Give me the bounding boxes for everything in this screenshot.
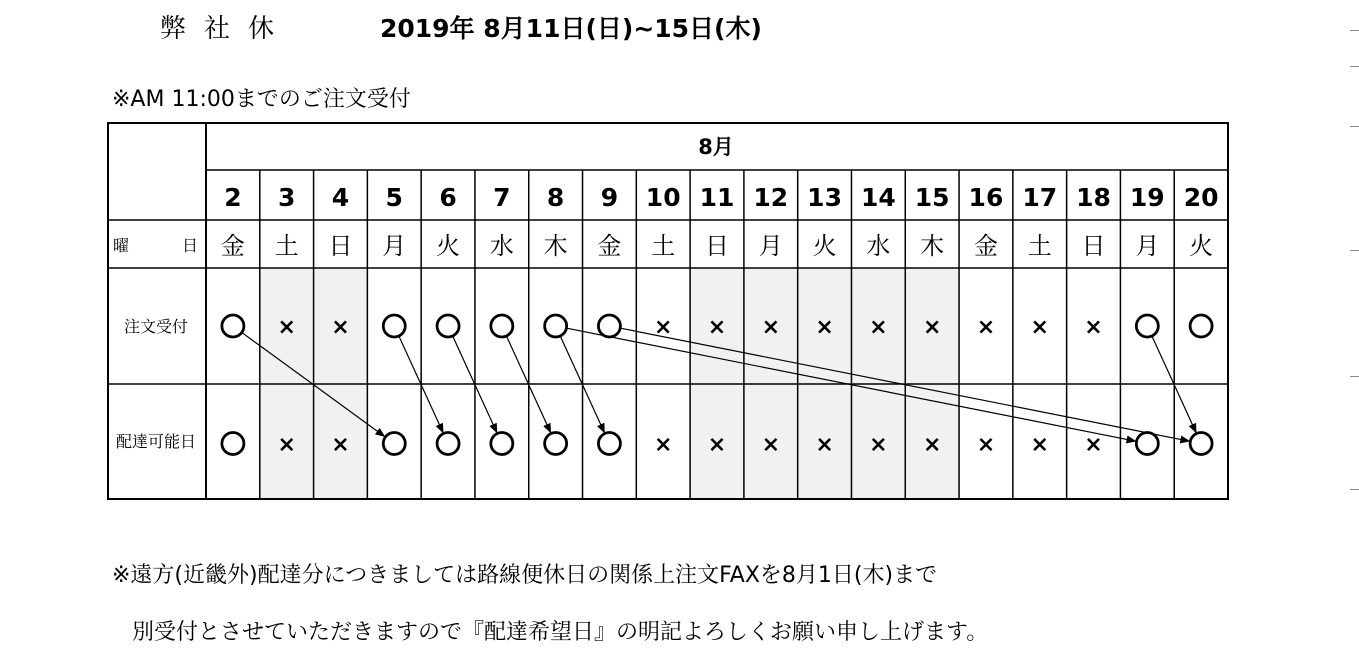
date-cell: 17 xyxy=(1022,183,1058,212)
row-label-delivery: 配達可能日 xyxy=(115,432,197,451)
date-cell: 20 xyxy=(1183,183,1219,212)
date-cell: 7 xyxy=(493,183,511,212)
delivery-available-mark xyxy=(545,433,567,455)
date-cell: 18 xyxy=(1076,183,1111,212)
weekday-cell: 金 xyxy=(597,232,622,260)
holiday-label: 弊社休 xyxy=(160,14,293,44)
order-deadline-note: ※AM 11:00までのご注文受付 xyxy=(112,87,411,112)
month-header: 8月 xyxy=(698,135,734,159)
edge-mark xyxy=(1350,489,1359,490)
delivery-available-mark xyxy=(383,433,405,455)
edge-mark xyxy=(1350,250,1359,251)
weekday-cell: 火 xyxy=(1189,232,1214,260)
date-cell: 15 xyxy=(914,183,950,212)
date-cell: 14 xyxy=(860,183,896,212)
date-cell: 19 xyxy=(1129,183,1165,212)
delivery-unavailable-mark: × xyxy=(331,432,350,458)
weekday-cell: 日 xyxy=(1081,232,1106,260)
day-column xyxy=(490,183,514,455)
day-column xyxy=(1130,183,1165,455)
holiday-period: 2019年 8月11日(日)~15日(木) xyxy=(380,14,762,43)
delivery-available-mark xyxy=(1136,433,1158,455)
date-cell: 4 xyxy=(331,183,350,212)
delivery-available-mark xyxy=(1190,433,1212,455)
day-column xyxy=(436,183,460,455)
svg-text:曜: 曜 xyxy=(113,236,130,255)
weekday-cell: 月 xyxy=(382,232,407,260)
day-column xyxy=(221,183,245,455)
order-unavailable-mark: × xyxy=(1084,315,1103,340)
delivery-unavailable-mark: × xyxy=(1084,432,1103,458)
weekday-cell: 金 xyxy=(973,232,998,260)
order-unavailable-mark: × xyxy=(1030,315,1049,340)
weekday-cell: 土 xyxy=(651,232,676,260)
delivery-unavailable-mark: × xyxy=(815,432,834,458)
date-cell: 6 xyxy=(439,183,457,212)
weekday-cell: 土 xyxy=(274,232,299,260)
delivery-unavailable-mark: × xyxy=(277,432,296,458)
row-label-order: 注文受付 xyxy=(123,317,189,336)
order-unavailable-mark: × xyxy=(922,315,942,340)
weekday-cell: 月 xyxy=(1135,232,1160,260)
date-cell: 10 xyxy=(645,183,681,212)
shipping-note-line-1: ※遠方(近畿外)配達分につきましては路線便休日の関係上注文FAXを8月1日(木)まで xyxy=(112,563,938,588)
date-cell: 3 xyxy=(277,183,296,212)
order-available-mark xyxy=(491,315,513,337)
delivery-available-mark xyxy=(491,433,513,455)
weekday-cell: 木 xyxy=(920,232,945,260)
delivery-unavailable-mark: × xyxy=(761,432,781,458)
order-unavailable-mark: × xyxy=(976,315,996,340)
order-available-mark xyxy=(1136,315,1158,337)
weekday-cell: 水 xyxy=(866,232,891,260)
edge-mark xyxy=(1350,66,1359,67)
day-column xyxy=(1076,183,1111,458)
date-cell: 11 xyxy=(699,183,735,212)
edge-mark xyxy=(1350,126,1359,127)
row-label-weekday xyxy=(113,236,198,255)
order-unavailable-mark: × xyxy=(277,315,296,340)
shipping-note-line-2: 別受付とさせていただきますので『配達希望日』の明記よろしくお願い申し上げます。 xyxy=(132,620,989,645)
day-column xyxy=(969,183,1004,458)
delivery-unavailable-mark: × xyxy=(707,432,727,458)
weekday-cell: 火 xyxy=(812,232,837,260)
delivery-unavailable-mark: × xyxy=(869,432,888,458)
order-unavailable-mark: × xyxy=(815,315,834,340)
weekday-cell: 日 xyxy=(705,232,729,260)
day-column xyxy=(597,183,621,455)
order-unavailable-mark: × xyxy=(761,315,781,340)
date-cell: 2 xyxy=(224,183,242,212)
day-column xyxy=(1184,183,1219,455)
day-column xyxy=(646,183,681,458)
day-column xyxy=(382,183,406,455)
weekday-cell: 水 xyxy=(489,232,514,260)
weekday-cell: 木 xyxy=(543,232,568,260)
delivery-available-mark xyxy=(437,433,459,455)
date-cell: 8 xyxy=(546,183,565,212)
date-cell: 16 xyxy=(968,183,1004,212)
delivery-unavailable-mark: × xyxy=(653,432,673,458)
weekday-cell: 月 xyxy=(758,232,783,260)
order-unavailable-mark: × xyxy=(869,315,888,340)
delivery-unavailable-mark: × xyxy=(976,432,996,458)
date-cell: 5 xyxy=(385,183,403,212)
weekday-cell: 火 xyxy=(436,232,461,260)
order-available-mark xyxy=(598,315,620,337)
weekday-cell: 金 xyxy=(220,232,245,260)
weekday-cell: 土 xyxy=(1027,232,1052,260)
order-available-mark xyxy=(1190,315,1212,337)
delivery-unavailable-mark: × xyxy=(922,432,942,458)
order-unavailable-mark: × xyxy=(331,315,350,340)
delivery-available-mark xyxy=(598,433,620,455)
weekday-cell: 日 xyxy=(328,232,353,260)
delivery-unavailable-mark: × xyxy=(1030,432,1049,458)
table-text xyxy=(116,135,734,451)
order-available-mark xyxy=(545,315,567,337)
order-available-mark xyxy=(383,315,405,337)
edge-mark xyxy=(1350,376,1359,377)
order-available-mark xyxy=(222,315,244,337)
day-column xyxy=(1022,183,1057,458)
order-unavailable-mark: × xyxy=(707,315,727,340)
date-cell: 12 xyxy=(753,183,789,212)
order-unavailable-mark: × xyxy=(653,315,673,340)
order-available-mark xyxy=(437,315,459,337)
edge-mark xyxy=(1350,30,1359,31)
date-cell: 9 xyxy=(600,183,619,212)
delivery-available-mark xyxy=(222,433,244,455)
day-column xyxy=(544,183,568,455)
svg-text:日: 日 xyxy=(182,236,199,255)
date-cell: 13 xyxy=(807,183,842,212)
